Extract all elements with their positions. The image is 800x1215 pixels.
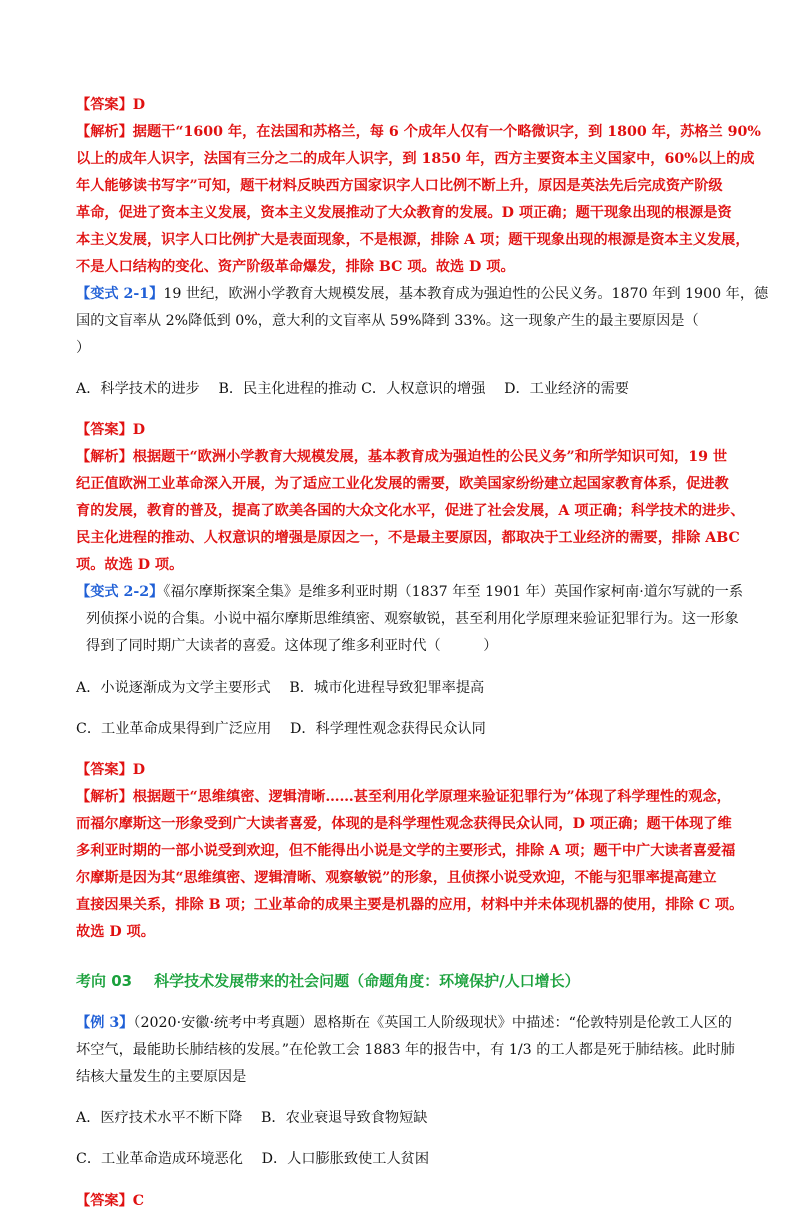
answer-value: D — [132, 422, 146, 439]
analysis-label: 【解析】 — [76, 449, 133, 466]
question-stem-text: 《福尔摩斯探案全集》是维多利亚时期（1837 年至 1901 年）英国作家柯南·道尔写就的一系 — [163, 584, 744, 601]
analysis-label: 【解析】 — [76, 124, 133, 140]
analysis-label: 【解析】 — [76, 788, 133, 805]
options-row: C．工业革命成果得到广泛应用 D．科学理性观念获得民众认同 — [76, 720, 486, 737]
analysis-text: 根据题干“欧洲小学教育大规模发展，基本教育成为强迫性的公民义务”和所学知识可知，19 世 — [132, 449, 728, 466]
analysis-line: 直接因果关系，排除 B 项；工业革命的成果主要是机器的应用，材料中并未体现机器的使用，排除 C 项。 — [76, 896, 744, 913]
analysis-line: 多利亚时期的一部小说受到欢迎，但不能得出小说是文学的主要形式，排除 A 项；题干中广大读者喜爱福 — [76, 842, 736, 859]
question-stem-text: （2020·安徽·统考中考真题）恩格斯在《英国工人阶级现状》中描述：“伦敦特别是伦敦工人区的 — [133, 1014, 732, 1031]
question-tag: 【例 3】 — [76, 1014, 134, 1031]
question-stem-line — [76, 281, 769, 308]
answer-value: C — [132, 1192, 145, 1209]
answer-label: 【答案】 — [76, 97, 133, 113]
analysis-line: 不是人口结构的变化、资产阶级革命爆发，排除 BC 项。故选 D 项。 — [76, 259, 515, 275]
question-block — [76, 579, 744, 742]
options-row: A．医疗技术水平不断下降 B．农业衰退导致食物短缺 — [76, 1110, 428, 1127]
document-page — [76, 92, 769, 1215]
question-stem-line: 坏空气，最能助长肺结核的发展。”在伦敦工会 1883 年的报告中，有 1/3 的工人都是死于肺结核。此时肺 — [76, 1041, 735, 1058]
question-stem-line — [76, 1010, 732, 1037]
analysis-line: 尔摩斯是因为其“思维缜密、逻辑清晰、观察敏锐”的形象，且侦探小说受欢迎，不能与犯罪率提高建立 — [76, 869, 717, 886]
options-row: A．科学技术的进步 B．民主化进程的推动 C．人权意识的增强 D．工业经济的需要 — [76, 381, 629, 398]
section-number: 考向 03 — [76, 971, 133, 990]
answer-line — [76, 92, 726, 119]
analysis-line — [76, 784, 731, 811]
analysis-line — [76, 444, 726, 471]
analysis-block — [76, 444, 745, 579]
section-title: 科学技术发展带来的社会问题（命题角度：环境保护/人口增长） — [154, 971, 580, 990]
analysis-line: 故选 D 项。 — [76, 923, 155, 940]
question-tag: 【变式 2-2】 — [76, 584, 164, 601]
analysis-text: 据题干“1600 年，在法国和苏格兰，每 6 个成年人仅有一个略微识字，到 1800 年，苏格兰 90% — [132, 124, 761, 140]
answer-value: D — [132, 97, 146, 113]
section-heading — [76, 968, 726, 995]
question-stem-line: 国的文盲率从 2%降低到 0%，意大利的文盲率从 59%降到 33%。这一现象产生的最主要原因是（ — [76, 313, 699, 329]
analysis-text: 根据题干“思维缜密、逻辑清晰……甚至利用化学原理来验证犯罪行为”体现了科学理性的观念， — [132, 788, 731, 805]
analysis-line: 项。故选 D 项。 — [76, 557, 184, 574]
question-stem-line — [76, 579, 744, 606]
answer-value: D — [132, 761, 146, 778]
answer-label: 【答案】 — [76, 1192, 133, 1209]
question-block — [76, 281, 769, 403]
question-tag: 【变式 2-1】 — [76, 286, 164, 302]
question-stem-line: 结核大量发生的主要原因是 — [76, 1068, 247, 1085]
analysis-line: 年人能够读书写字”可知，题干材料反映西方国家识字人口比例不断上升，原因是英法先后完成资产阶级 — [76, 178, 723, 194]
question-stem-line: 列侦探小说的合集。小说中福尔摩斯思维缜密、观察敏锐，甚至利用化学原理来验证犯罪行为。这一形象 — [86, 611, 739, 628]
options-row: A．小说逐渐成为文学主要形式 B．城市化进程导致犯罪率提高 — [76, 679, 485, 696]
analysis-line: 民主化进程的推动、人权意识的增强是原因之一，不是最主要原因，都取决于工业经济的需要，排除 ABC — [76, 530, 740, 547]
answer-line — [76, 1188, 726, 1215]
question-stem-line: ） — [76, 340, 91, 356]
answer-label: 【答案】 — [76, 761, 133, 778]
answer-line — [76, 417, 726, 444]
question-block — [76, 1010, 735, 1173]
analysis-line: 以上的成年人识字，法国有三分之二的成年人识字，到 1850 年，西方主要资本主义国家中，60%以上的成 — [76, 151, 755, 167]
answer-label: 【答案】 — [76, 422, 133, 439]
analysis-block — [76, 784, 744, 946]
analysis-line: 纪正值欧洲工业革命深入开展，为了适应工业化发展的需要，欧美国家纷纷建立起国家教育体系，促进教 — [76, 476, 729, 493]
analysis-line: 革命，促进了资本主义发展，资本主义发展推动了大众教育的发展。D 项正确；题干现象出现的根源是资 — [76, 205, 732, 221]
analysis-line: 育的发展，教育的普及，提高了欧美各国的大众文化水平，促进了社会发展，A 项正确；科学技术的进步、 — [76, 503, 745, 520]
analysis-line — [76, 119, 761, 146]
analysis-line: 本主义发展，识字人口比例扩大是表面现象，不是根源，排除 A 项；题干现象出现的根源是资本主义发展， — [76, 232, 750, 248]
question-stem-text: 19 世纪，欧洲小学教育大规模发展，基本教育成为强迫性的公民义务。1870 年到 1900 年，德 — [163, 286, 769, 302]
analysis-line: 而福尔摩斯这一形象受到广大读者喜爱，体现的是科学理性观念获得民众认同，D 项正确；题干体现了维 — [76, 815, 732, 832]
options-row: C．工业革命造成环境恶化 D．人口膨胀致使工人贫困 — [76, 1151, 430, 1168]
answer-line — [76, 757, 726, 784]
analysis-block — [76, 119, 761, 281]
question-stem-line: 得到了同时期广大读者的喜爱。这体现了维多利亚时代（ ） — [86, 638, 498, 655]
